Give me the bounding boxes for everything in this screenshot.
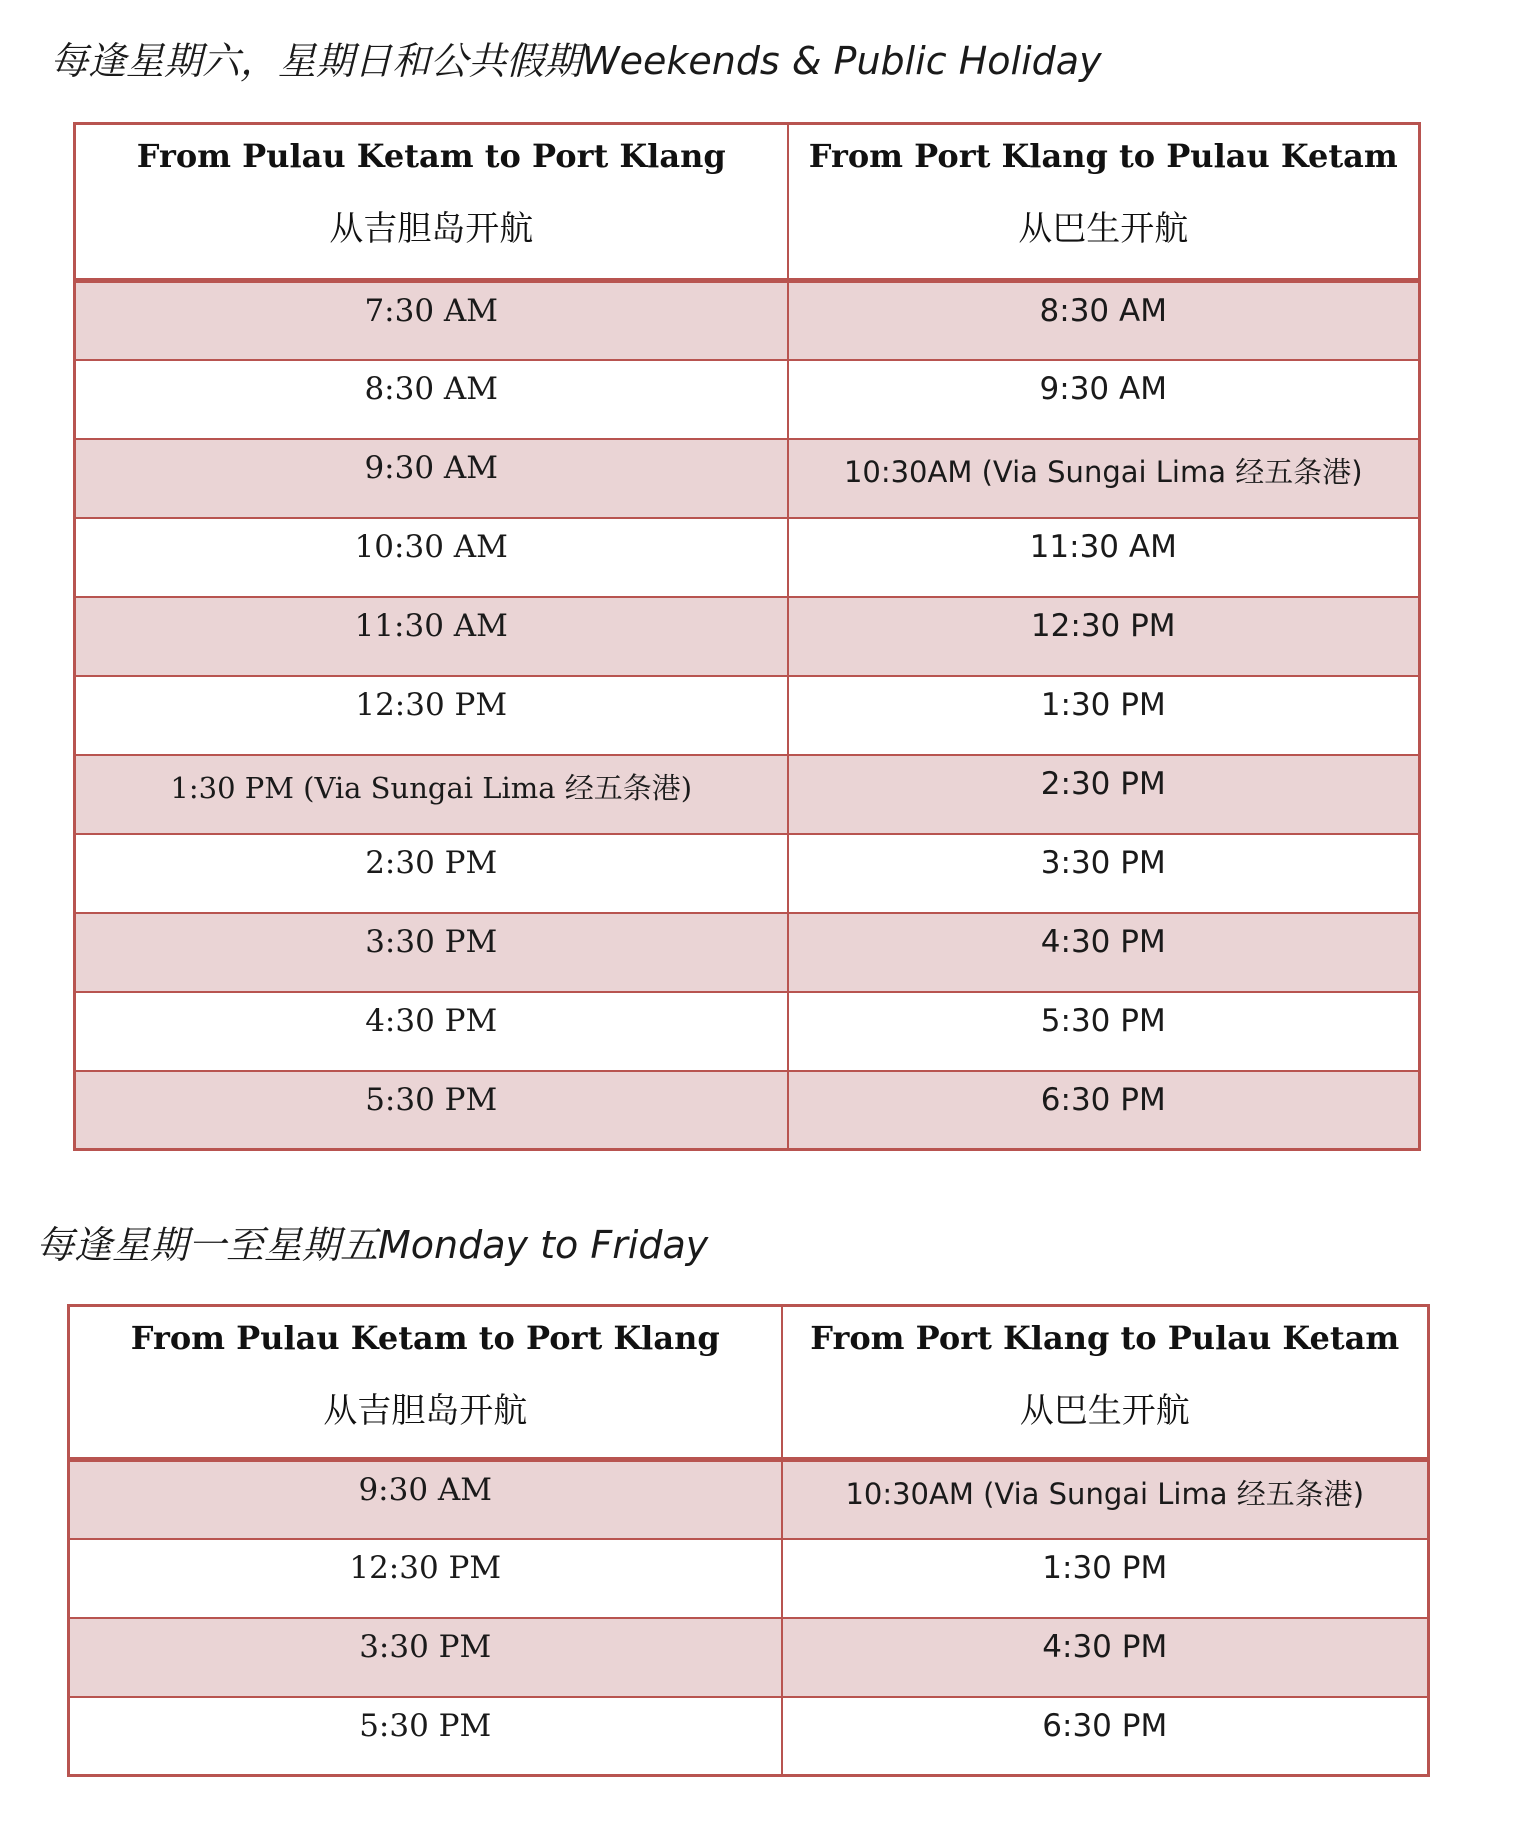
table-row (75, 281, 1420, 360)
departure-pulau-ketam-cell (75, 518, 788, 597)
departure-time: 3:30 PM (1040, 844, 1166, 881)
departure-pulau-ketam-cell (75, 834, 788, 913)
departure-port-klang-cell (788, 439, 1420, 518)
table-row (75, 597, 1420, 676)
departure-time: 5:30 PM (365, 1081, 498, 1118)
departure-time: 3:30 PM (365, 923, 498, 960)
table-row (75, 913, 1420, 992)
table-row (75, 755, 1420, 834)
header-en: From Port Klang to Pulau Ketam (808, 137, 1398, 175)
departure-pulau-ketam-cell (75, 360, 788, 439)
departure-time: 10:30 AM (354, 528, 508, 565)
weekend-timetable (73, 122, 1421, 1151)
weekend-title-en: Weekends & Public Holiday (582, 39, 1102, 83)
departure-pulau-ketam-cell (75, 597, 788, 676)
table-row (75, 992, 1420, 1071)
departure-port-klang-cell (782, 1697, 1429, 1776)
departure-port-klang-cell (788, 676, 1420, 755)
departure-time: 1:30 PM (1042, 1549, 1168, 1586)
departure-port-klang-cell (788, 281, 1420, 360)
weekend-title-zh: 每逢星期六，星期日和公共假期 (50, 39, 583, 83)
table-header-row (75, 124, 1420, 281)
departure-port-klang-cell (782, 1618, 1429, 1697)
departure-pulau-ketam-cell (69, 1697, 782, 1776)
departure-time: 10:30AM (Via Sungai Lima 经五条港) (843, 454, 1363, 489)
departure-port-klang-cell (788, 597, 1420, 676)
departure-time: 1:30 PM (1040, 686, 1166, 723)
departure-port-klang-cell (788, 992, 1420, 1071)
weekday-section-title (36, 1223, 709, 1267)
header-from-pulau-ketam (69, 1306, 782, 1460)
departure-time: 8:30 AM (364, 370, 499, 407)
departure-time: 9:30 AM (358, 1472, 493, 1508)
header-zh: 从吉胆岛开航 (323, 1391, 528, 1431)
departure-port-klang-cell (782, 1460, 1429, 1539)
departure-time: 1:30 PM (Via Sungai Lima 经五条港) (170, 770, 693, 805)
header-zh: 从巴生开航 (1019, 1391, 1190, 1431)
header-from-port-klang (782, 1306, 1429, 1460)
weekday-title-zh: 每逢星期一至星期五 (36, 1223, 379, 1267)
departure-time: 11:30 AM (354, 607, 508, 644)
weekend-section-title (50, 39, 1102, 83)
table-row (69, 1460, 1429, 1539)
departure-port-klang-cell (788, 913, 1420, 992)
table-row (75, 1071, 1420, 1150)
header-from-port-klang (788, 124, 1420, 281)
header-from-pulau-ketam (75, 124, 788, 281)
departure-time: 2:30 PM (1040, 765, 1166, 802)
departure-pulau-ketam-cell (75, 913, 788, 992)
table-row (75, 518, 1420, 597)
table-row (75, 360, 1420, 439)
departure-port-klang-cell (788, 755, 1420, 834)
weekday-rows (69, 1460, 1429, 1776)
departure-pulau-ketam-cell (75, 439, 788, 518)
weekday-title-en: Monday to Friday (378, 1223, 709, 1267)
departure-time: 7:30 AM (364, 293, 499, 329)
departure-pulau-ketam-cell (69, 1618, 782, 1697)
departure-pulau-ketam-cell (75, 676, 788, 755)
departure-pulau-ketam-cell (75, 755, 788, 834)
table-row (69, 1618, 1429, 1697)
departure-port-klang-cell (788, 834, 1420, 913)
departure-time: 12:30 PM (349, 1549, 502, 1586)
departure-time: 8:30 AM (1039, 293, 1167, 329)
departure-pulau-ketam-cell (75, 1071, 788, 1150)
departure-time: 3:30 PM (359, 1628, 492, 1665)
departure-pulau-ketam-cell (75, 992, 788, 1071)
header-zh: 从巴生开航 (1018, 209, 1189, 249)
departure-time: 5:30 PM (359, 1707, 492, 1744)
departure-time: 6:30 PM (1040, 1081, 1166, 1118)
header-zh: 从吉胆岛开航 (329, 209, 534, 249)
header-en: From Pulau Ketam to Port Klang (136, 137, 726, 175)
departure-time: 4:30 PM (1040, 923, 1166, 960)
departure-port-klang-cell (788, 1071, 1420, 1150)
table-header-row (69, 1306, 1429, 1460)
departure-time: 9:30 AM (1039, 370, 1167, 407)
departure-time: 11:30 AM (1029, 528, 1177, 565)
departure-time: 6:30 PM (1042, 1707, 1168, 1744)
departure-time: 5:30 PM (1040, 1002, 1166, 1039)
departure-port-klang-cell (782, 1539, 1429, 1618)
departure-pulau-ketam-cell (69, 1539, 782, 1618)
table-row (75, 834, 1420, 913)
table-row (69, 1697, 1429, 1776)
departure-time: 12:30 PM (1030, 607, 1176, 644)
departure-pulau-ketam-cell (75, 281, 788, 360)
weekday-timetable (67, 1304, 1430, 1777)
departure-time: 4:30 PM (365, 1002, 498, 1039)
header-en: From Port Klang to Pulau Ketam (810, 1319, 1400, 1357)
table-row (69, 1539, 1429, 1618)
departure-port-klang-cell (788, 360, 1420, 439)
departure-time: 12:30 PM (355, 686, 508, 723)
departure-time: 2:30 PM (365, 844, 498, 881)
departure-pulau-ketam-cell (69, 1460, 782, 1539)
departure-time: 4:30 PM (1042, 1628, 1168, 1665)
table-row (75, 676, 1420, 755)
departure-time: 10:30AM (Via Sungai Lima 经五条港) (845, 1477, 1365, 1511)
header-en: From Pulau Ketam to Port Klang (130, 1319, 720, 1357)
departure-time: 9:30 AM (364, 449, 499, 486)
table-row (75, 439, 1420, 518)
departure-port-klang-cell (788, 518, 1420, 597)
weekend-rows (75, 281, 1420, 1150)
